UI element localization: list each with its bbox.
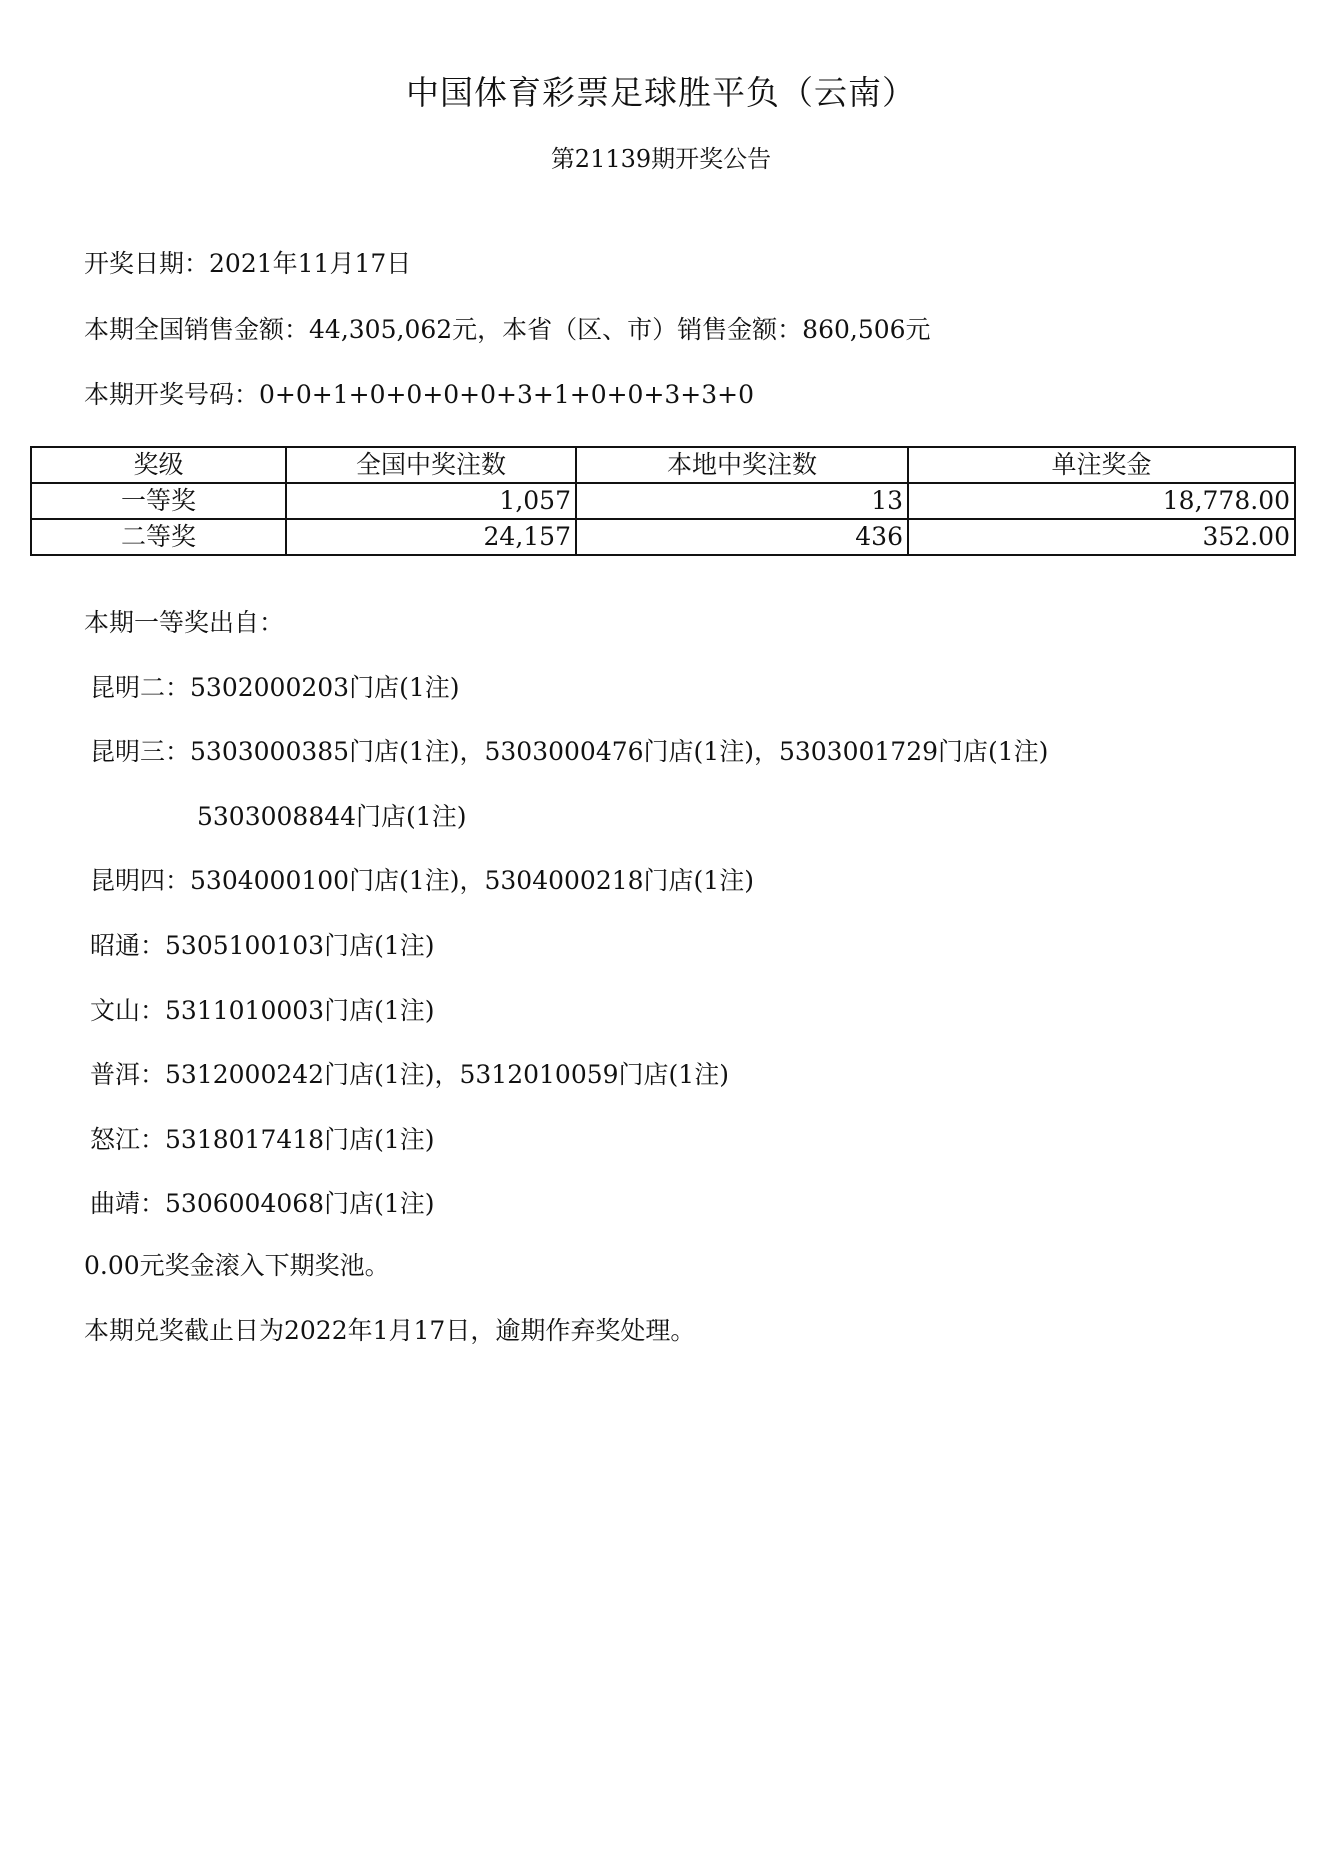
- winner-stores: 5306004068门店(1注): [165, 1189, 435, 1218]
- winner-region: 文山：: [90, 996, 166, 1025]
- winner-region: 怒江：: [90, 1125, 166, 1154]
- winner-line: [90, 931, 435, 961]
- page-title: 中国体育彩票足球胜平负（云南）: [406, 73, 916, 112]
- sales-national-value: 44,305,062元: [309, 315, 478, 344]
- draw-numbers-line: [84, 380, 754, 410]
- winners-heading: 本期一等奖出自：: [84, 608, 285, 637]
- winner-stores: 5318017418门店(1注): [165, 1125, 435, 1154]
- winner-stores: 5303000385门店(1注)，5303000476门店(1注)，5303001729门店(1注): [190, 737, 1049, 766]
- sales-local-label: ，本省（区、市）销售金额：: [477, 315, 803, 344]
- header-prize-level: 奖级: [31, 447, 286, 483]
- winner-line: [90, 996, 435, 1026]
- rollover-note: 0.00元奖金滚入下期奖池。: [84, 1251, 390, 1280]
- draw-numbers-label: 本期开奖号码：: [84, 380, 260, 409]
- winner-stores: 5312000242门店(1注)，5312010059门店(1注): [165, 1060, 729, 1089]
- deadline-note: 本期兑奖截止日为2022年1月17日，逾期作弃奖处理。: [84, 1316, 696, 1345]
- winner-region: 曲靖：: [90, 1189, 166, 1218]
- winner-line: [90, 1125, 435, 1155]
- sales-local-value: 860,506元: [802, 315, 931, 344]
- table-header-row: [31, 447, 1295, 483]
- winner-stores: 5305100103门店(1注): [165, 931, 435, 960]
- sales-national-label: 本期全国销售金额：: [84, 315, 310, 344]
- winner-line: [90, 1189, 435, 1219]
- cell-national-winners: 24,157: [286, 519, 576, 555]
- draw-date-line: [84, 249, 411, 279]
- winner-line: [90, 673, 460, 703]
- header-prize-amount: 单注奖金: [908, 447, 1295, 483]
- sales-line: [84, 315, 931, 345]
- winner-region: 昭通：: [90, 931, 166, 960]
- header-local-winners: 本地中奖注数: [576, 447, 908, 483]
- cell-prize-amount: 352.00: [908, 519, 1295, 555]
- cell-prize-level: 二等奖: [31, 519, 286, 555]
- winner-stores: 5304000100门店(1注)，5304000218门店(1注): [190, 866, 754, 895]
- winner-region: 昆明二：: [90, 673, 191, 702]
- draw-numbers-value: 0+0+1+0+0+0+0+3+1+0+0+3+3+0: [259, 380, 755, 409]
- winner-region: 昆明三：: [90, 737, 191, 766]
- prize-table: [30, 446, 1296, 556]
- winner-region: 普洱：: [90, 1060, 166, 1089]
- cell-local-winners: 13: [576, 483, 908, 519]
- winner-line: [90, 737, 1048, 767]
- winner-stores: 5303008844门店(1注): [197, 802, 467, 831]
- winner-region: 昆明四：: [90, 866, 191, 895]
- draw-date-label: 开奖日期：: [84, 249, 210, 278]
- winner-stores: 5302000203门店(1注): [190, 673, 460, 702]
- winner-line: [90, 866, 754, 896]
- winner-stores: 5311010003门店(1注): [165, 996, 435, 1025]
- table-row: [31, 519, 1295, 555]
- header-national-winners: 全国中奖注数: [286, 447, 576, 483]
- cell-national-winners: 1,057: [286, 483, 576, 519]
- draw-date-value: 2021年11月17日: [209, 249, 412, 278]
- winner-line: [90, 1060, 729, 1090]
- cell-prize-amount: 18,778.00: [908, 483, 1295, 519]
- table-row: [31, 483, 1295, 519]
- cell-local-winners: 436: [576, 519, 908, 555]
- page-subtitle: 第21139期开奖公告: [550, 145, 772, 173]
- winner-line-continuation: [197, 802, 466, 832]
- cell-prize-level: 一等奖: [31, 483, 286, 519]
